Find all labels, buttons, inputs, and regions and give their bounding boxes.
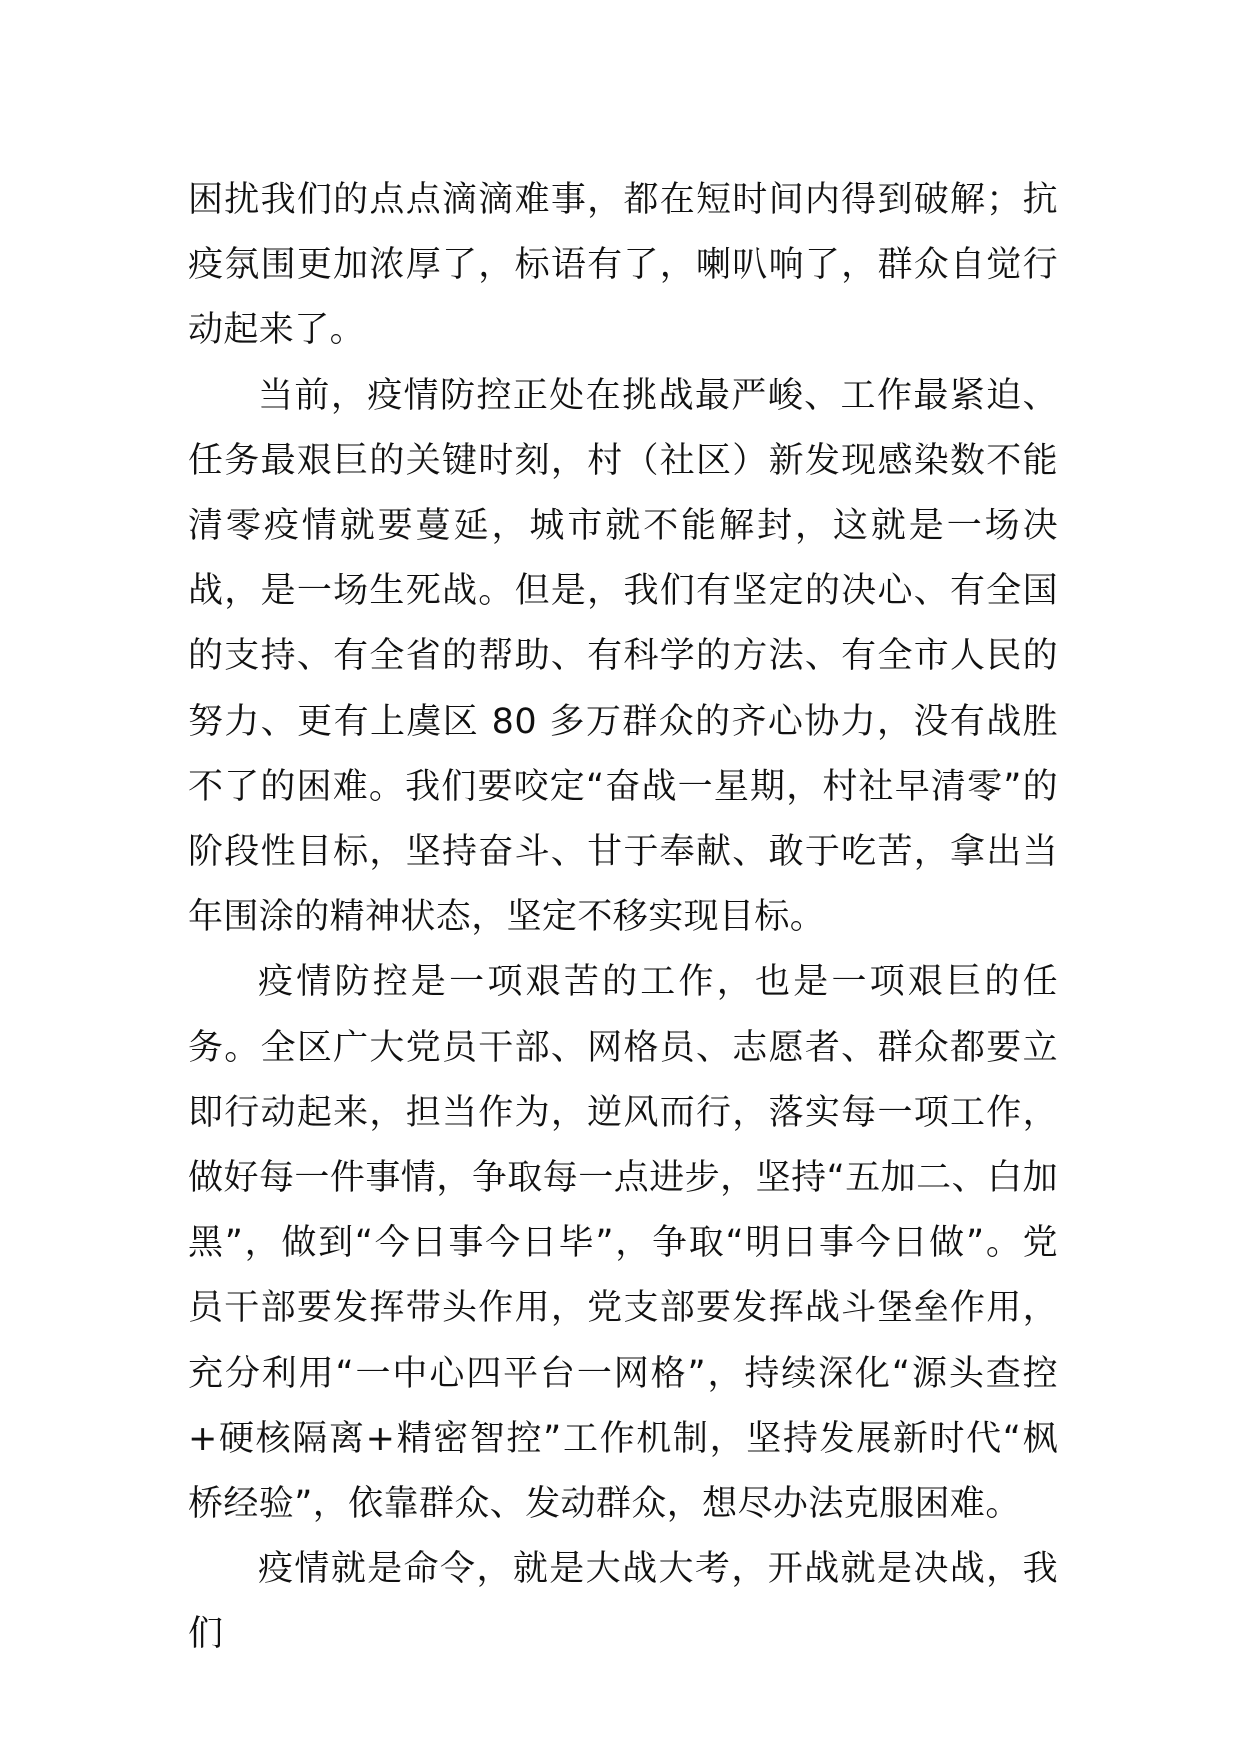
paragraph-epidemic-is-order: 疫情就是命令，就是大战大考，开战就是决战，我们	[188, 1549, 1058, 1655]
document-body	[188, 168, 1058, 1668]
paragraph-current-situation: 当前，疫情防控正处在挑战最严峻、工作最紧迫、任务最艰巨的关键时刻，村（社区）新发现感染数不能清零疫情就要蔓延，城市就不能解封，这就是一场决战，是一场生死战。但是，我们有坚定的决心、有全国的支持、有全省的帮助、有科学的方法、有全市人民的努力、更有上虞区 80 多万群众的齐心协力，没有战胜不了的困难。我们要咬定“奋战一星期，村社早清零”的阶段性目标，坚持奋斗、甘于奉献、敢于吃苦，拿出当年围涂的精神状态，坚定不移实现目标。	[188, 375, 1058, 938]
paragraph-arduous-work: 疫情防控是一项艰苦的工作，也是一项艰巨的任务。全区广大党员干部、网格员、志愿者、群众都要立即行动起来，担当作为，逆风而行，落实每一项工作，做好每一件事情，争取每一点进步，坚持“五加二、白加黑”，做到“今日事今日毕”，争取“明日事今日做”。党员干部要发挥带头作用，党支部要发挥战斗堡垒作用，充分利用“一中心四平台一网格”，持续深化“源头查控+硬核隔离+精密智控”工作机制，坚持发展新时代“枫桥经验”，依靠群众、发动群众，想尽办法克服困难。	[188, 962, 1058, 1525]
paragraph-continuation: 困扰我们的点点滴滴难事，都在短时间内得到破解；抗疫氛围更加浓厚了，标语有了，喇叭响了，群众自觉行动起来了。	[188, 180, 1058, 351]
